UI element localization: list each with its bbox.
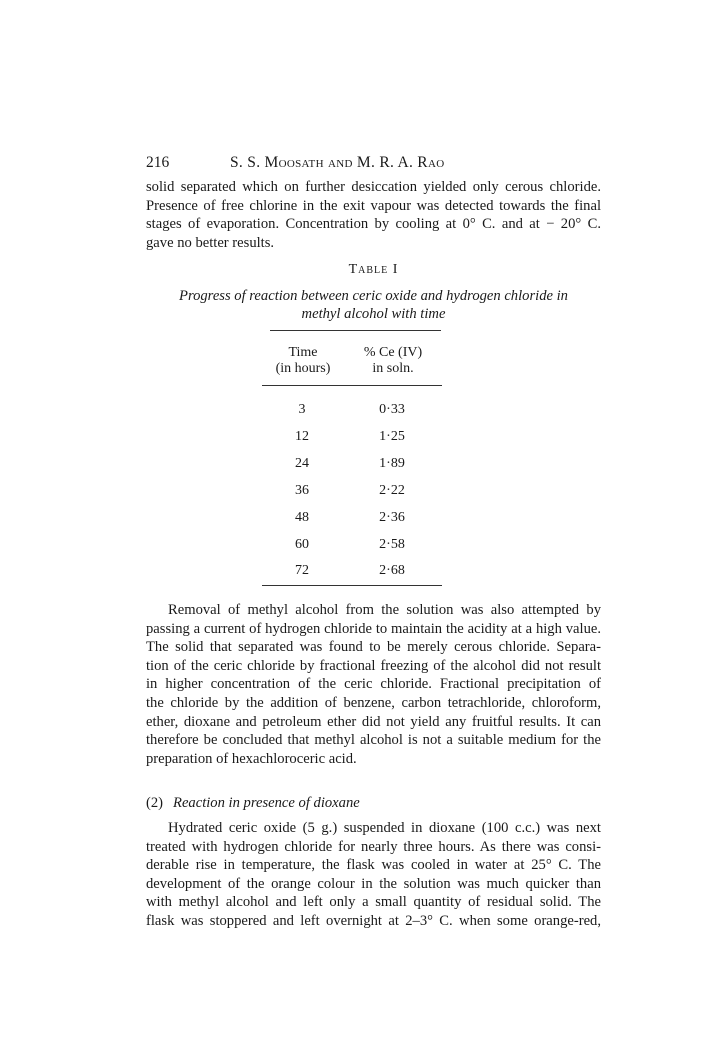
table-caption-line: methyl alcohol with time	[301, 306, 446, 322]
text-line: Hydrated ceric oxide (5 g.) suspended in dioxane (100 c.c.) was next	[168, 820, 601, 836]
header-rule	[262, 385, 442, 386]
column-header-ce	[348, 345, 438, 377]
page-number: 216	[146, 154, 170, 171]
text-line: treated with hydrogen chloride for nearly three hours. As there was consi-	[146, 838, 601, 855]
text-line: solid separated which on further desiccation yielded only cerous chloride.	[146, 179, 601, 195]
table-cell-ce: 0·33	[379, 402, 405, 417]
text-line: development of the orange colour in the solution was much quicker than	[146, 875, 601, 892]
text-line: with methyl alcohol and left only a small quantity of residual solid. The	[146, 894, 601, 911]
text-line: passing a current of hydrogen chloride to maintain the acidity at a high value.	[146, 620, 601, 637]
table-cell-time: 48	[295, 510, 309, 525]
table-cell-time: 3	[298, 402, 306, 417]
text-line: ether, dioxane and petroleum ether did not yield any fruitful results. It can	[146, 713, 601, 730]
column-header-line: in soln.	[372, 361, 414, 376]
table-cell-time: 36	[295, 483, 309, 498]
text-line: gave no better results.	[146, 234, 275, 251]
table-cell-ce: 2·68	[379, 563, 405, 578]
running-head: S. S. Moosath and M. R. A. Rao	[230, 154, 445, 171]
text-line: the chloride by the addition of benzene, carbon tetrachloride, chloroform,	[146, 694, 601, 711]
table-cell-ce: 2·58	[379, 537, 405, 552]
table-caption	[146, 287, 601, 323]
body-paragraph	[146, 819, 601, 931]
text-line: Presence of free chlorine in the exit vapour was detected towards the final	[146, 197, 601, 214]
text-line: derable rise in temperature, the flask was cooled in water at 25° C. The	[146, 857, 601, 874]
text-line: Removal of methyl alcohol from the solution was also attempted by	[168, 602, 601, 618]
table-cell-ce: 1·25	[379, 429, 405, 444]
table-caption-line: Progress of reaction between ceric oxide and hydrogen chloride in	[179, 288, 568, 304]
section-number: (2)	[146, 795, 164, 811]
table-cell-time: 12	[295, 429, 309, 444]
intro-paragraph	[146, 178, 601, 252]
column-header-line: % Ce (IV)	[363, 345, 423, 360]
column-header-time	[258, 345, 348, 377]
table-cell-time: 60	[295, 537, 309, 552]
column-header-line: (in hours)	[275, 361, 331, 376]
table-bottom-rule	[262, 585, 442, 586]
text-line: flask was stoppered and left overnight at 2–3° C. when some orange-red,	[146, 912, 601, 929]
text-line: stages of evaporation. Concentration by cooling at 0° C. and at − 20° C.	[146, 216, 601, 233]
text-line: tion of the ceric chloride by fractional freezing of the alcohol did not result	[146, 657, 601, 674]
text-line: therefore be concluded that methyl alcohol is not a suitable medium for the	[146, 732, 601, 749]
text-line: The solid that separated was found to be merely cerous chloride. Separa-	[146, 639, 601, 656]
text-line: in higher concentration of the ceric chloride. Fractional precipitation of	[146, 676, 601, 693]
table-cell-ce: 2·36	[379, 510, 405, 525]
table-cell-ce: 1·89	[379, 456, 405, 471]
column-header-line: Time	[288, 345, 318, 360]
body-paragraph	[146, 601, 601, 768]
table-label: Table I	[348, 262, 399, 277]
caption-rule	[270, 330, 441, 331]
table-cell-time: 24	[295, 456, 309, 471]
section-title: Reaction in presence of dioxane	[173, 795, 360, 811]
section-heading	[146, 795, 360, 812]
table-cell-time: 72	[295, 563, 309, 578]
text-line: preparation of hexachloroceric acid.	[146, 750, 357, 767]
table-cell-ce: 2·22	[379, 483, 405, 498]
